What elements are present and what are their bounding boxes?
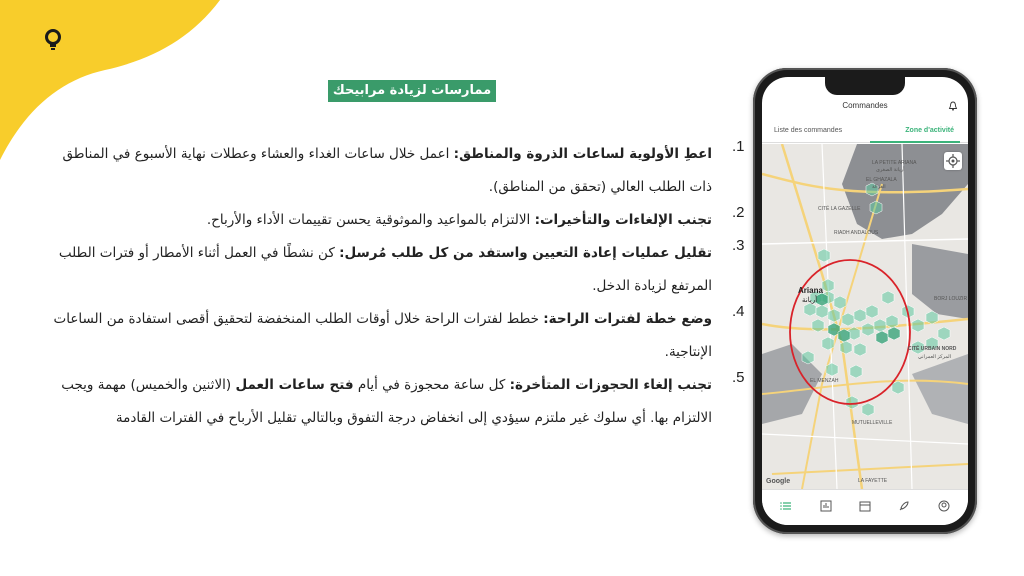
item-number: .1 xyxy=(732,138,745,155)
tab-bar xyxy=(762,121,968,143)
map-canvas xyxy=(762,144,968,489)
list-item xyxy=(40,138,752,204)
item-number: .2 xyxy=(732,204,745,221)
profile-icon[interactable] xyxy=(938,500,950,512)
item-text: الالتزام بالمواعيد والموثوقية يحسن تقييمات الأداء والأرباح. xyxy=(206,212,535,228)
map-label: EL MENZAH xyxy=(810,378,839,384)
crosshair-icon xyxy=(944,152,962,170)
item-text: خطط لفترات الراحة خلال أوقات الطلب المنخفضة لتحقيق أقصى استفادة من الساعات الإنتاجية. xyxy=(53,311,712,360)
locate-button[interactable] xyxy=(944,152,962,170)
map-label: MUTUELLEVILLE xyxy=(852,420,893,426)
map-label: LA FAYETTE xyxy=(858,478,888,484)
list-icon[interactable] xyxy=(780,500,792,512)
item-text: كل ساعة محجوزة في أيام xyxy=(353,377,510,393)
list-item xyxy=(40,237,752,303)
list-item xyxy=(40,369,752,468)
phone-screen xyxy=(762,77,968,525)
tab-activity-zone[interactable]: Zone d'activité xyxy=(905,127,954,134)
item-heading: تجنب إلغاء الحجوزات المتأخرة: xyxy=(509,377,712,393)
item-number: .5 xyxy=(732,369,745,386)
tab-order-list[interactable]: Liste des commandes xyxy=(774,127,843,134)
tips-list xyxy=(40,138,752,468)
map-label: الغزالة xyxy=(872,184,886,190)
map-label: المركز العمراني xyxy=(918,354,952,360)
item-heading: وضع خطة لفترات الراحة: xyxy=(543,311,712,327)
app-title: Commandes xyxy=(842,101,888,110)
map-label: CITÉ URBAIN NORD xyxy=(908,346,957,352)
map-label: BORJ LOUZIR xyxy=(934,296,968,302)
item-text: اعمل خلال ساعات الغداء والعشاء وعطلات نهاية الأسبوع في المناطق ذات الطلب العالي (تحقق من المناطق). xyxy=(62,146,712,195)
item-number: .3 xyxy=(732,237,745,254)
map-label: أريانة الصغرى xyxy=(876,167,905,173)
map-label: RIADH ANDALOUS xyxy=(834,230,879,236)
map-label: أريانة xyxy=(802,297,818,304)
google-logo: Google xyxy=(766,478,791,485)
phone-mockup xyxy=(753,68,977,534)
item-heading-emphasis: فتح ساعات العمل xyxy=(235,377,354,393)
active-tab-indicator xyxy=(870,141,960,143)
item-heading: اعطِ الأولوية لساعات الذروة والمناطق: xyxy=(453,146,712,162)
slide-title: ممارسات لزيادة مرابيحك xyxy=(328,80,496,102)
bottom-nav xyxy=(762,489,968,525)
phone-notch xyxy=(825,77,905,95)
map-label: EL GHAZALA xyxy=(866,177,897,183)
item-number: .4 xyxy=(732,303,745,320)
item-text: (الاثنين والخميس) مهمة ويجب الالتزام بها. أي سلوك غير ملتزم سيؤدي إلى انخفاض درجة التفوق وبالتالي تقليل الأرباح في الفترات القادمة xyxy=(61,377,712,426)
app-header xyxy=(762,95,968,117)
item-text: كن نشطًا في العمل أثناء الأمطار أو فترات الطلب المرتفع لزيادة الدخل. xyxy=(58,245,712,294)
bell-icon[interactable] xyxy=(948,101,958,111)
map-label: CITÉ LA GAZELLE xyxy=(818,206,861,212)
calendar-icon[interactable] xyxy=(859,500,871,512)
item-heading: تجنب الإلغاءات والتأخيرات: xyxy=(534,212,712,228)
list-item xyxy=(40,204,752,237)
list-item xyxy=(40,303,752,369)
chart-icon[interactable] xyxy=(820,500,832,512)
map-label: Ariana xyxy=(798,286,823,295)
rocket-icon[interactable] xyxy=(898,500,910,512)
item-heading: تقليل عمليات إعادة التعيين واستفد من كل طلب مُرسل: xyxy=(339,245,712,261)
map-label: LA PETITE ARIANA xyxy=(872,160,917,166)
lightbulb-icon xyxy=(42,28,64,54)
activity-zone-map[interactable] xyxy=(762,144,968,489)
